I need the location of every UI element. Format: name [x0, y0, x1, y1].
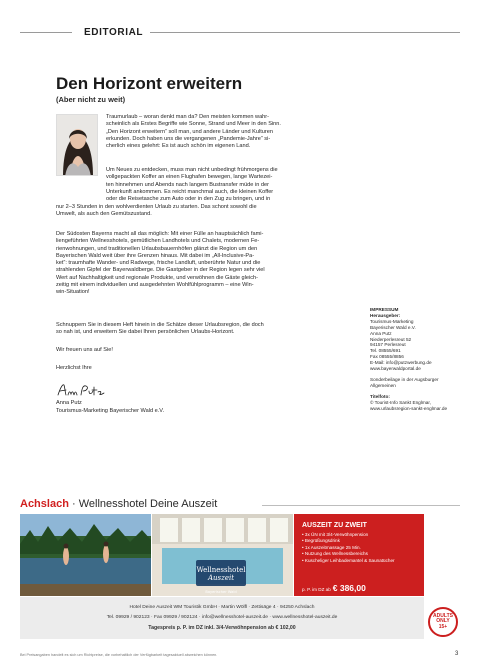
hotel-logo-wordmark: Wellnesshotel: [196, 566, 246, 574]
ad-title-rule: [262, 505, 460, 506]
offer-item: • Kuscheliger Leihbademantel & Saunatücher: [302, 558, 416, 564]
supplement-line: Sonderbeilage in der Augsburger: [370, 376, 439, 382]
offer-list: [302, 532, 416, 564]
publisher-line: Tel. 08555/691: [370, 348, 401, 354]
text-line: strahlenden Gipfel der Bayerwaldberge. Die Gastgeber in der Region legen sehr viel: [56, 267, 265, 274]
title-image-label: Titelfoto:: [370, 393, 390, 399]
paragraph-2: [106, 167, 368, 203]
badge-line: 15+: [438, 623, 448, 630]
badge-line: ONLY: [436, 618, 450, 625]
text-line: Traumurlaub – woran denkt man da? Den meisten kommen wahr-: [106, 114, 270, 120]
price-value: € 386,00: [332, 583, 366, 593]
text-line: rienwohnungen, und traditionellen Urlaubsbauernhöfen glänzt die Region um den: [56, 245, 258, 252]
closing-greeting: Wir freuen uns auf Sie!: [56, 347, 113, 353]
offer-item: • Nutzung des Wellnessbereichs: [302, 551, 416, 557]
ad-pool-photo: [152, 514, 293, 596]
paragraph-1: [106, 114, 368, 150]
ad-day-rate: Tagespreis p. P. im DZ inkl. 3/4-Verwöhnpension ab € 102,00: [148, 625, 296, 631]
publisher-line: Anna Putz: [370, 330, 392, 336]
text-line: Um Neues zu entdecken, muss man nicht unbedingt frühmorgens die: [106, 167, 278, 173]
text-line: so nah ist, und erweitern Sie dabei Ihren persönlichen Urlaubs-Horizont.: [56, 329, 235, 336]
ad-contact-footer: [20, 597, 424, 639]
text-line: Umwelt, als auch den Gemütszustand.: [56, 210, 152, 217]
offer-item: • 3x ÜN mit 3/4-Verwöhnpension: [302, 532, 416, 538]
paragraph-2-continued: [56, 204, 368, 219]
author-organization: Tourismus-Marketing Bayerischer Wald e.V.: [56, 407, 165, 414]
author-name: Anna Putz: [56, 400, 82, 406]
supplement-line: Allgemeinen: [370, 382, 396, 388]
author-photo: [56, 114, 98, 176]
publisher-line: Bayerischer Wald e.V.: [370, 324, 416, 330]
badge-line: ADULTS: [433, 612, 453, 619]
publisher-line: E-Mail: info@putzwerbung.de: [370, 360, 432, 366]
paragraph-3: [56, 231, 368, 297]
publisher-line: Tourismus-Marketing: [370, 318, 414, 324]
text-line: ket“: traumhafte Wander- und Radwege, frische Landluft, unberührte Natur und die: [56, 260, 261, 267]
text-line: vollgepackten Koffer an einen Flughafen bewegen, lange Wartezei-: [106, 174, 273, 181]
ad-address: Hotel Deine Auszeit WM Touristik GmbH · Martin Wölfl · Zettisäge 4 · 94250 Achslach: [129, 605, 315, 610]
text-line: erkunden. Doch haben uns die vergangenen „Pandemie-Jahre“ si-: [106, 135, 271, 142]
text-line: oder die Reisetasche zum Auto oder in den Zug zu bringen, und in: [106, 196, 271, 203]
text-line: nur 2–3 Stunden in den wohlverdienten Urlaub zu starten. Das schont sowohl die: [56, 203, 257, 210]
hotel-logo-script: Auszeit: [207, 574, 235, 582]
offer-item: • 1x Auszeitmassage 25 Min.: [302, 545, 416, 551]
header-rule-left: [20, 32, 72, 33]
adults-only-badge: [428, 607, 458, 637]
impressum-heading: IMPRESSUM: [370, 307, 399, 312]
hotel-logo-sub: Bayerischer Wald: [205, 590, 237, 594]
article-subtitle: (Aber nicht zu weit): [56, 95, 126, 104]
text-line: „Den Horizont erweitern“ soll man, und andere Länder und Kulturen: [106, 128, 273, 135]
ad-lake-photo: [20, 514, 151, 596]
closing-salutation: Herzlichst Ihre: [56, 365, 92, 371]
ad-hotel-name: Wellnesshotel Deine Auszeit: [78, 498, 218, 510]
text-line: Wert auf Nachhaltigkeit und regionale Produkte, und verwöhnen die Gäste gleich-: [56, 274, 259, 281]
text-line: cherlich eines gelehrt: Es ist auch schön im eigenen Land.: [106, 143, 251, 150]
ad-title: [20, 498, 217, 510]
text-line: Schnuppern Sie in diesem Heft hinein in die Schätze dieser Urlaubsregion, die doch: [56, 322, 264, 328]
ad-separator: ·: [68, 498, 79, 510]
offer-item: • Begrüßungsdrink: [302, 538, 416, 544]
text-line: ten hinnehmen und Abends nach langem Bustransfer müde in der: [106, 181, 269, 188]
signature-illustration: [56, 382, 106, 398]
signature: [56, 382, 106, 398]
offer-title: AUSZEIT ZU ZWEIT: [302, 522, 367, 529]
price-disclaimer: Bei Preisangaben handelt es sich um Richtpreise, die vorbehaltlich der Verfügbarkeit tagesaktuell abweichen können.: [20, 653, 218, 657]
page-number: 3: [455, 651, 459, 657]
ad-contact: Tel. 09929 / 902123 · Fax 09929 / 902124 · info@wellnesshotel-auszeit.de · www.wellnesshotel-auszeit.de: [106, 615, 338, 620]
offer-box: [294, 514, 424, 596]
ad-location: Achslach: [20, 498, 69, 510]
indoor-pool-illustration: [152, 514, 293, 596]
publisher-line: 94157 Perlesreut: [370, 342, 406, 348]
title-image-line: © Tourist-Info Sankt Englmar,: [370, 399, 431, 405]
paragraph-4: [56, 322, 368, 337]
publisher-line: Fax 08555/8856: [370, 354, 404, 360]
text-line: Unterkunft ankommen. Es reicht manchmal auch, die kleinen Koffer: [106, 188, 274, 195]
header-rule-right: [150, 32, 460, 33]
text-line: win-Situation!: [56, 289, 90, 296]
title-image-line: www.urlaubsregion-sankt-englmar.de: [370, 405, 448, 411]
text-line: Bayerischen Wald weit über ihre Grenzen hinaus. Mit dabei im „All-Inclusive-Pa-: [56, 252, 255, 259]
publisher-line: Niederperlesreut 52: [370, 336, 412, 342]
text-line: liengeführten Wellnesshotels, gemütlichen Landhotels und Chalets, modernen Fe-: [56, 238, 260, 245]
impressum-block: [370, 307, 460, 412]
text-line: Der Südosten Bayerns macht all das möglich: Mit einer Fülle an hauptsächlich fami-: [56, 231, 264, 237]
offer-price: [302, 583, 366, 593]
lake-jump-illustration: [20, 514, 151, 596]
text-line: zeitig mit einem individuellen und ausgedehnten Wohlfühlprogramm – eine Win-: [56, 282, 254, 289]
publisher-label: Herausgeber:: [370, 312, 401, 318]
text-line: scheinlich als Erstes Begriffe wie Sonne, Strand und Meer in den Sinn.: [106, 121, 281, 128]
author-portrait-illustration: [57, 115, 98, 176]
section-label: EDITORIAL: [84, 27, 144, 38]
article-title: Den Horizont erweitern: [56, 74, 243, 93]
publisher-line: www.bayerwaldportal.de: [370, 366, 421, 372]
price-prefix: p. P. im DZ ab: [302, 587, 331, 592]
